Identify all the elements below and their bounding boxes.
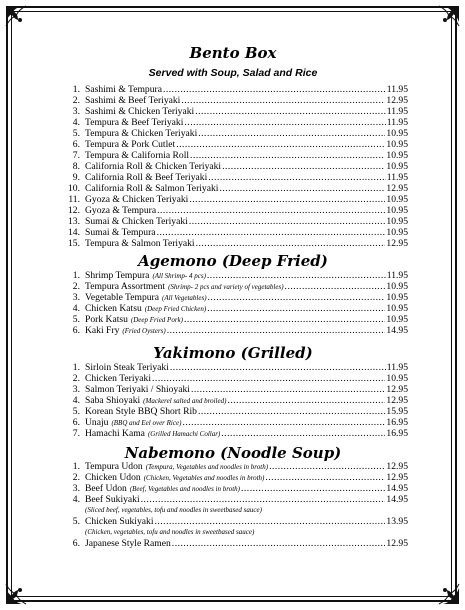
item-name: Kaki Fry (85, 325, 120, 336)
item-name: California Roll & Beef Teriyaki (85, 172, 208, 183)
menu-item-row (58, 270, 408, 281)
item-name: Hamachi Kama (85, 428, 145, 439)
item-name: Tempura Udon (85, 461, 143, 472)
menu-item-row (58, 281, 408, 292)
item-price: 13.95 (386, 516, 408, 527)
item-name: Gyoza & Tempura (85, 205, 157, 216)
item-note: (Beef, Vegetables and noodles in broth) (129, 485, 240, 493)
corner-ornament-icon (431, 576, 461, 606)
item-list-agemono (58, 270, 408, 336)
item-name: Tempura Assortment (85, 281, 166, 292)
item-number: 4. (72, 494, 80, 505)
item-price: 12.95 (386, 461, 408, 472)
item-name: Japanese Style Ramen (85, 538, 171, 549)
menu-item-row (58, 516, 408, 527)
item-description: (Chicken, vegetables, tofu and noodles in sweetbased sauce) (85, 528, 255, 536)
item-price: 10.95 (386, 303, 408, 314)
item-price: 11.95 (386, 270, 408, 281)
item-price: 12.95 (386, 238, 408, 249)
item-number: 6. (72, 325, 80, 336)
dot-leader (195, 106, 386, 117)
item-note: (Deep Fried Pork) (130, 316, 183, 324)
dot-leader (152, 373, 385, 384)
item-name: Korean Style BBQ Short Rib (85, 406, 197, 417)
item-note: (All Shrimp- 4 pcs) (152, 272, 206, 280)
item-price: 12.95 (386, 183, 408, 194)
menu-item-row (58, 325, 408, 336)
item-note: (All Vegetables) (162, 294, 207, 302)
menu-item-row (58, 161, 408, 172)
dot-leader (198, 128, 385, 139)
dot-leader (198, 406, 385, 417)
item-name: Tempura & Beef Teriyaki (85, 117, 184, 128)
item-price: 16.95 (386, 417, 408, 428)
item-number: 6. (72, 139, 80, 150)
item-number: 1. (72, 84, 80, 95)
menu-item-row (58, 227, 408, 238)
menu-item-row (58, 406, 408, 417)
item-name: California Roll & Salmon Teriyaki (85, 183, 219, 194)
item-name: Beef Sukiyaki (85, 494, 140, 505)
item-name: Vegetable Tempura (85, 292, 160, 303)
dot-leader (172, 538, 386, 549)
item-number: 14. (68, 227, 80, 238)
dot-leader (184, 314, 385, 325)
corner-ornament-icon (431, 4, 461, 34)
dot-leader (189, 216, 386, 227)
item-name: Tempura & California Roll (85, 150, 190, 161)
menu-item-row (58, 292, 408, 303)
item-description: (Sliced beef, vegetables, tofu and noodles in sweetbased sauce) (85, 506, 262, 514)
item-name: Tempura & Chicken Teriyaki (85, 128, 198, 139)
item-price: 11.95 (386, 117, 408, 128)
item-price: 10.95 (386, 161, 408, 172)
item-name: Salmon Teriyaki / Shioyaki (85, 384, 190, 395)
item-list-bento (58, 84, 408, 249)
menu-item-row (58, 128, 408, 139)
item-name: Tempura & Pork Cutlet (85, 139, 176, 150)
dot-leader (157, 227, 386, 238)
item-note: (Mackerel salted and broiled) (143, 397, 227, 405)
item-number: 2. (72, 373, 80, 384)
menu-item-row (58, 538, 408, 549)
item-price: 12.95 (386, 472, 408, 483)
menu-item-row (58, 106, 408, 117)
item-price: 10.95 (386, 150, 408, 161)
item-price: 12.95 (386, 538, 408, 549)
menu-item-row (58, 84, 408, 95)
item-list-yakimono (58, 362, 408, 439)
dot-leader (285, 281, 386, 292)
dot-leader (154, 516, 385, 527)
dot-leader (191, 384, 385, 395)
item-number: 7. (72, 150, 80, 161)
item-price: 14.95 (386, 325, 408, 336)
item-number: 5. (72, 128, 80, 139)
dot-leader (181, 95, 385, 106)
menu-item-row (58, 238, 408, 249)
item-price: 11.95 (386, 106, 408, 117)
dot-leader (222, 161, 385, 172)
item-number: 5. (72, 406, 80, 417)
item-name: California Roll & Chicken Teriyaki (85, 161, 222, 172)
menu-item-row (58, 314, 408, 325)
menu-item-row (58, 461, 408, 472)
item-price: 10.95 (386, 373, 408, 384)
item-name: Gyoza & Chicken Teriyaki (85, 194, 189, 205)
corner-ornament-icon (4, 4, 34, 34)
item-number: 13. (68, 216, 80, 227)
item-note: (Grilled Hamachi Collar) (147, 430, 221, 438)
dot-leader (190, 150, 385, 161)
item-price: 11.95 (386, 172, 408, 183)
menu-item-row (58, 216, 408, 227)
item-number: 3. (72, 483, 80, 494)
item-name: Beef Udon (85, 483, 127, 494)
menu-item-row (58, 395, 408, 406)
item-number: 15. (68, 238, 80, 249)
item-name: Sumai & Tempura (85, 227, 156, 238)
dot-leader (208, 292, 386, 303)
item-number: 6. (72, 417, 80, 428)
item-name: Pork Katsu (85, 314, 128, 325)
menu-item-row (58, 194, 408, 205)
item-name: Sumai & Chicken Teriyaki (85, 216, 188, 227)
item-price: 16.95 (386, 428, 408, 439)
menu-item-row (58, 417, 408, 428)
item-price: 10.95 (386, 216, 408, 227)
item-number: 1. (72, 362, 80, 373)
item-number: 12. (68, 205, 80, 216)
item-name: Shrimp Tempura (85, 270, 150, 281)
item-note: (Shrimp- 2 pcs and variety of vegetables) (168, 283, 284, 291)
item-price: 10.95 (386, 205, 408, 216)
item-name: Sashimi & Tempura (85, 84, 162, 95)
item-number: 3. (72, 292, 80, 303)
section-title-nabemono: Nabemono (Noodle Soup) (124, 444, 342, 462)
dot-leader (207, 303, 385, 314)
item-list-nabemono (58, 461, 408, 549)
menu-item-row (58, 494, 408, 505)
item-price: 12.95 (386, 395, 408, 406)
section-subtitle-bento: Served with Soup, Salad and Rice (148, 67, 318, 79)
item-number: 3. (72, 384, 80, 395)
dot-leader (157, 205, 385, 216)
item-number: 9. (72, 172, 80, 183)
dot-leader (221, 428, 385, 439)
item-price: 10.95 (386, 139, 408, 150)
item-price: 10.95 (386, 227, 408, 238)
menu-item-row (58, 117, 408, 128)
item-number: 2. (72, 472, 80, 483)
menu-item-row (58, 384, 408, 395)
item-name: Chicken Teriyaki (85, 373, 152, 384)
dot-leader (184, 117, 385, 128)
menu-item-row (58, 183, 408, 194)
menu-item-row (58, 95, 408, 106)
item-price: 10.95 (386, 194, 408, 205)
item-number: 3. (72, 106, 80, 117)
item-price: 15.95 (386, 406, 408, 417)
dot-leader (196, 238, 386, 249)
item-price: 11.95 (386, 362, 408, 373)
item-number: 4. (72, 117, 80, 128)
item-name: Chicken Udon (85, 472, 141, 483)
item-price: 14.95 (386, 483, 408, 494)
menu-item-row (58, 172, 408, 183)
item-price: 11.95 (386, 84, 408, 95)
item-number: 2. (72, 95, 80, 106)
menu-item-row (58, 373, 408, 384)
item-price: 10.95 (386, 292, 408, 303)
item-name: Chicken Sukiyaki (85, 516, 154, 527)
item-price: 12.95 (386, 95, 408, 106)
item-number: 1. (72, 270, 80, 281)
dot-leader (269, 461, 385, 472)
item-number: 1. (72, 461, 80, 472)
dot-leader (167, 325, 386, 336)
dot-leader (208, 172, 386, 183)
dot-leader (176, 139, 385, 150)
item-price: 10.95 (386, 281, 408, 292)
item-note: (Chicken, Vegetables and noodles in broth) (143, 474, 265, 482)
item-note: (Deep Fried Chicken) (144, 305, 207, 313)
item-note: (Tempura, Vegetables and noodles in broth) (145, 463, 269, 471)
item-name: Sashimi & Chicken Teriyaki (85, 106, 195, 117)
dot-leader (207, 270, 386, 281)
item-price: 10.95 (386, 314, 408, 325)
item-number: 4. (72, 395, 80, 406)
item-number: 4. (72, 303, 80, 314)
menu-item-row (58, 303, 408, 314)
item-note: (BBQ and Eel over Rice) (111, 419, 182, 427)
menu-item-row (58, 483, 408, 494)
corner-ornament-icon (4, 576, 34, 606)
dot-leader (219, 183, 385, 194)
item-name: Unaju (85, 417, 109, 428)
item-note: (Fried Oysters) (122, 327, 166, 335)
item-number: 8. (72, 161, 80, 172)
menu-item-row (58, 150, 408, 161)
dot-leader (163, 84, 386, 95)
dot-leader (241, 483, 385, 494)
item-number: 6. (72, 538, 80, 549)
item-number: 5. (72, 516, 80, 527)
item-number: 5. (72, 314, 80, 325)
item-price: 14.95 (386, 494, 408, 505)
dot-leader (141, 494, 386, 505)
dot-leader (182, 417, 385, 428)
item-name: Tempura & Salmon Teriyaki (85, 238, 195, 249)
item-name: Sashimi & Beef Teriyaki (85, 95, 181, 106)
section-title-yakimono: Yakimono (Grilled) (153, 344, 313, 362)
item-name: Saba Shioyaki (85, 395, 141, 406)
menu-item-row (58, 428, 408, 439)
dot-leader (189, 194, 385, 205)
menu-item-row (58, 139, 408, 150)
item-name: Chicken Katsu (85, 303, 142, 314)
item-number: 7. (72, 428, 80, 439)
dot-leader (227, 395, 385, 406)
section-title-bento: Bento Box (189, 44, 277, 62)
section-title-agemono: Agemono (Deep Fried) (138, 252, 328, 270)
menu-item-row (58, 472, 408, 483)
dot-leader (265, 472, 385, 483)
menu-item-row (58, 205, 408, 216)
dot-leader (170, 362, 386, 373)
item-price: 12.95 (386, 384, 408, 395)
item-number: 2. (72, 281, 80, 292)
item-number: 10. (68, 183, 80, 194)
item-number: 11. (68, 194, 80, 205)
item-name: Sirloin Steak Teriyaki (85, 362, 169, 373)
menu-item-row (58, 362, 408, 373)
item-price: 10.95 (386, 128, 408, 139)
